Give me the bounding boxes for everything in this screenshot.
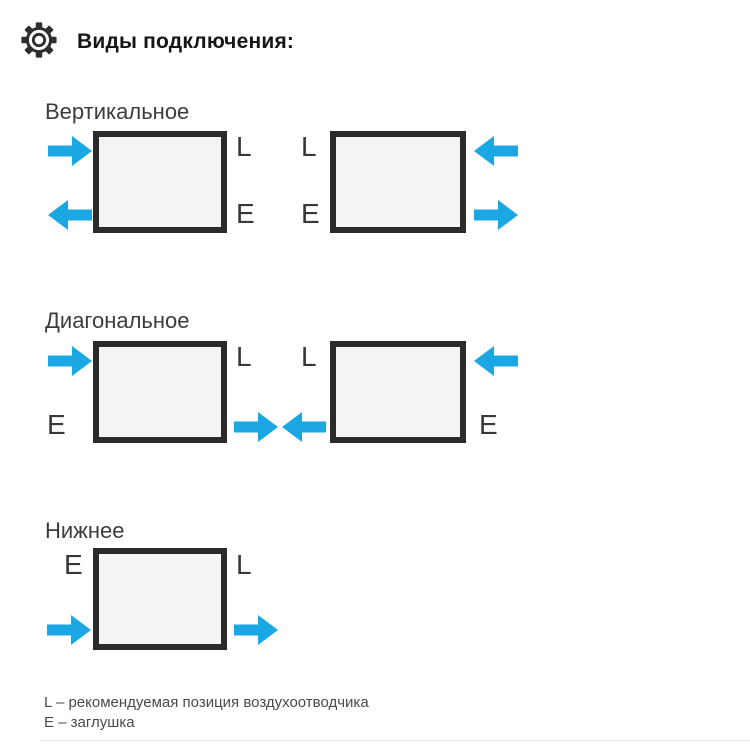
flow-in-arrow-right-icon: [47, 615, 91, 645]
plug-label: E: [301, 198, 320, 229]
flow-out-arrow-left-icon: [48, 200, 92, 230]
flow-in-arrow-left-icon: [474, 136, 518, 166]
flow-in-arrow-right-icon: [48, 346, 92, 376]
plug-label: E: [64, 549, 83, 580]
radiator-box: [93, 131, 227, 233]
flow-out-arrow-left-icon: [282, 412, 326, 442]
radiator-box: [93, 341, 227, 443]
radiator-box: [330, 341, 466, 443]
bottom-divider: [40, 740, 750, 741]
legend-plug: E – заглушка: [44, 714, 135, 731]
flow-in-arrow-left-icon: [474, 346, 518, 376]
flow-out-arrow-right-icon: [474, 200, 518, 230]
air-vent-label: L: [236, 341, 252, 372]
section-title-diagonal: Диагональное: [45, 308, 190, 333]
section-title-vertical: Вертикальное: [45, 99, 190, 124]
air-vent-label: L: [236, 549, 252, 580]
gear-icon: [20, 21, 58, 59]
section-title-bottom: Нижнее: [45, 518, 125, 543]
page-title: Виды подключения:: [77, 30, 295, 53]
radiator-box: [93, 548, 227, 650]
flow-out-arrow-right-icon: [234, 615, 278, 645]
air-vent-label: L: [301, 131, 317, 162]
plug-label: E: [236, 198, 255, 229]
radiator-box: [330, 131, 466, 233]
plug-label: E: [479, 409, 498, 440]
air-vent-label: L: [301, 341, 317, 372]
plug-label: E: [47, 409, 66, 440]
flow-out-arrow-right-icon: [234, 412, 278, 442]
legend-air-vent: L – рекомендуемая позиция воздухоотводчика: [44, 694, 369, 711]
air-vent-label: L: [236, 131, 252, 162]
flow-in-arrow-right-icon: [48, 136, 92, 166]
